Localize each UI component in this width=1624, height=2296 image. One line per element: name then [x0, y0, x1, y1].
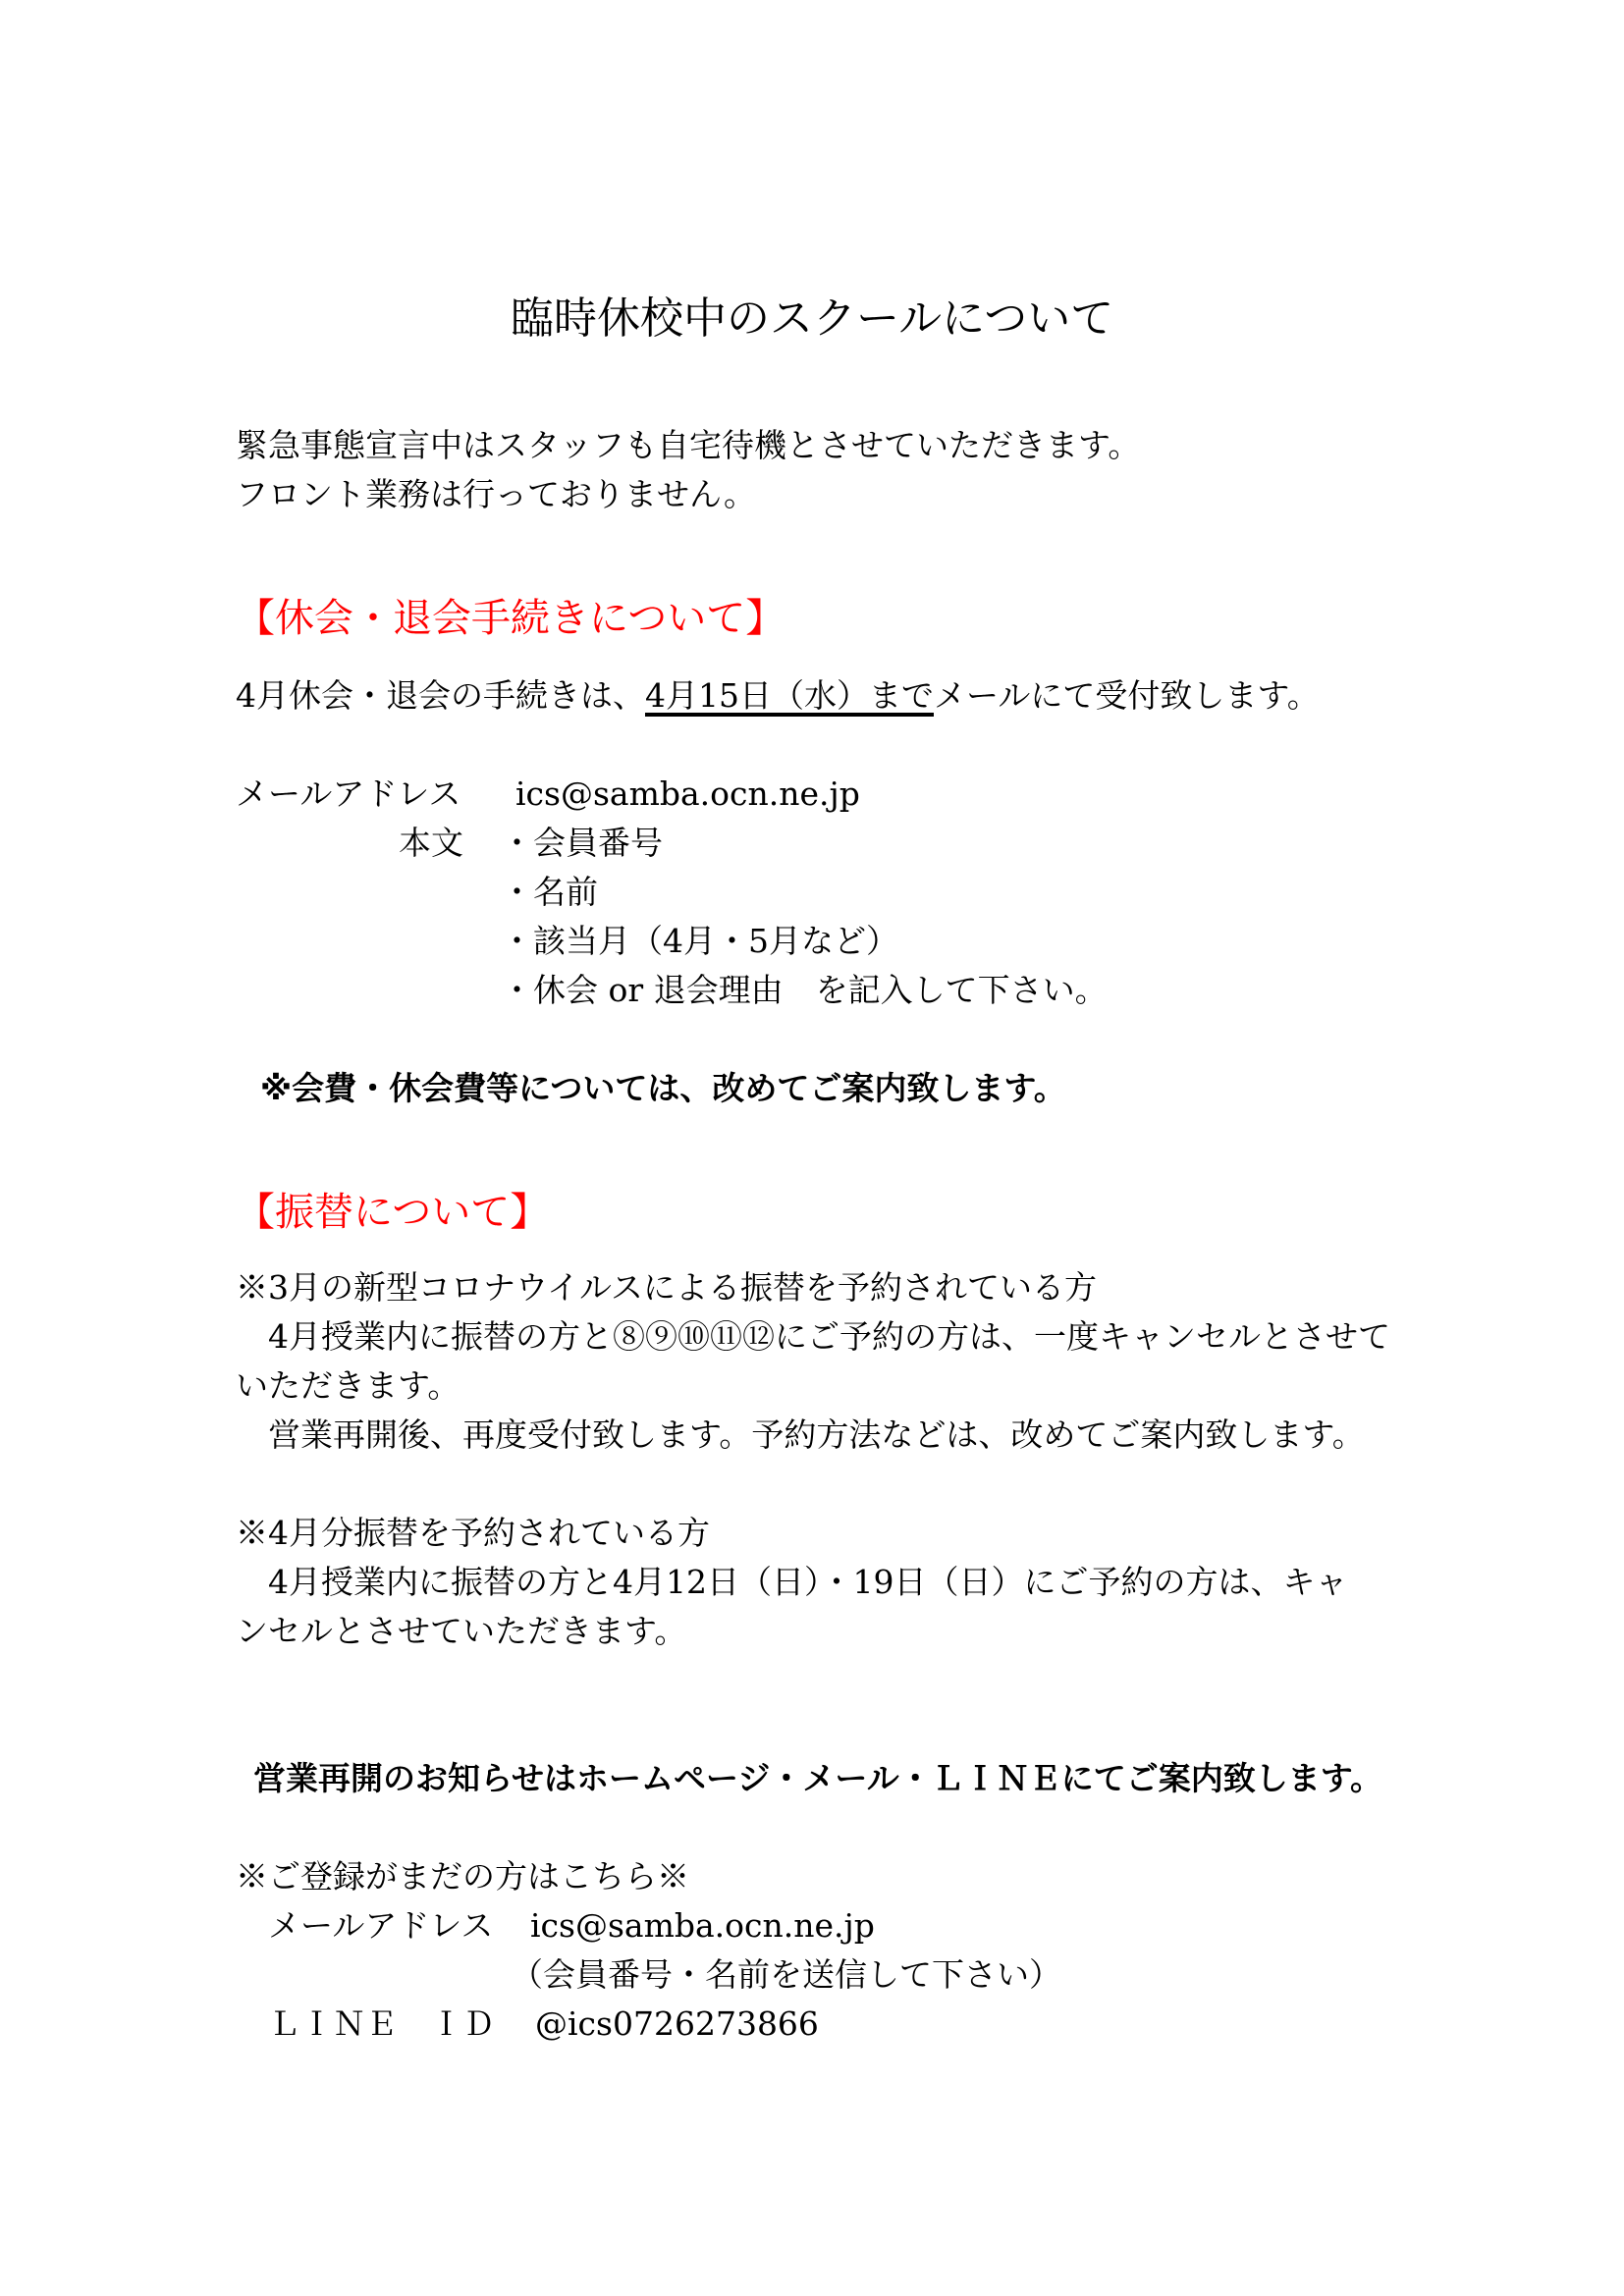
reopening-notice: 営業再開のお知らせはホームページ・メール・ＬＩＮＥにてご案内致します。 — [253, 1759, 1383, 1797]
transfer-march-line-1: 4月授業内に振替の方と⑧⑨⑩⑪⑫にご予約の方は、一度キャンセルとさせて — [268, 1317, 1390, 1356]
register-line-value: @ics0726273866 — [535, 2004, 819, 2043]
deadline-prefix: 4月休会・退会の手続きは、 — [236, 676, 645, 715]
withdrawal-heading: 【休会・退会手続きについて】 — [236, 596, 785, 641]
transfer-march-line-3: 営業再開後、再度受付致します。予約方法などは、改めてご案内致します。 — [268, 1415, 1365, 1454]
withdrawal-body-label: 本文 — [399, 824, 463, 862]
register-email-note: （会員番号・名前を送信して下さい） — [511, 1955, 1061, 1994]
transfer-april-line-2: ンセルとさせていただきます。 — [236, 1612, 687, 1650]
transfer-heading: 【振替について】 — [236, 1190, 550, 1235]
withdrawal-body-item: ・会員番号 — [501, 824, 663, 862]
withdrawal-note: ※会費・休会費等については、改めてご案内致します。 — [260, 1069, 1066, 1107]
withdrawal-email-label: メールアドレス — [236, 774, 461, 813]
withdrawal-body-item: ・名前 — [501, 873, 598, 911]
withdrawal-body-item: ・該当月（4月・5月など） — [501, 922, 898, 960]
register-email-value: ics@samba.ocn.ne.jp — [530, 1906, 875, 1945]
withdrawal-deadline — [236, 676, 1320, 715]
register-email-label: メールアドレス — [268, 1906, 494, 1945]
register-title: ※ご登録がまだの方はこちら※ — [236, 1857, 689, 1896]
transfer-march-line-2: いただきます。 — [236, 1366, 460, 1405]
transfer-april-line-1: 4月授業内に振替の方と4月12日（日）・19日（日）にご予約の方は、キャ — [268, 1563, 1348, 1601]
transfer-april-title: ※4月分振替を予約されている方 — [236, 1514, 710, 1552]
page-title: 臨時休校中のスクールについて — [511, 294, 1114, 344]
register-line-label: ＬＩＮＥ ＩＤ — [268, 2004, 495, 2043]
withdrawal-body-item: ・休会 or 退会理由 を記入して下さい。 — [501, 971, 1108, 1009]
deadline-highlight: 4月15日（水）まで — [645, 676, 934, 715]
intro-line-1: 緊急事態宣言中はスタッフも自宅待機とさせていただきます。 — [236, 426, 1141, 464]
transfer-march-title: ※3月の新型コロナウイルスによる振替を予約されている方 — [236, 1268, 1098, 1307]
deadline-suffix: メールにて受付致します。 — [934, 676, 1320, 715]
withdrawal-email-value: ics@samba.ocn.ne.jp — [515, 774, 860, 813]
intro-line-2: フロント業務は行っておりません。 — [236, 475, 756, 513]
